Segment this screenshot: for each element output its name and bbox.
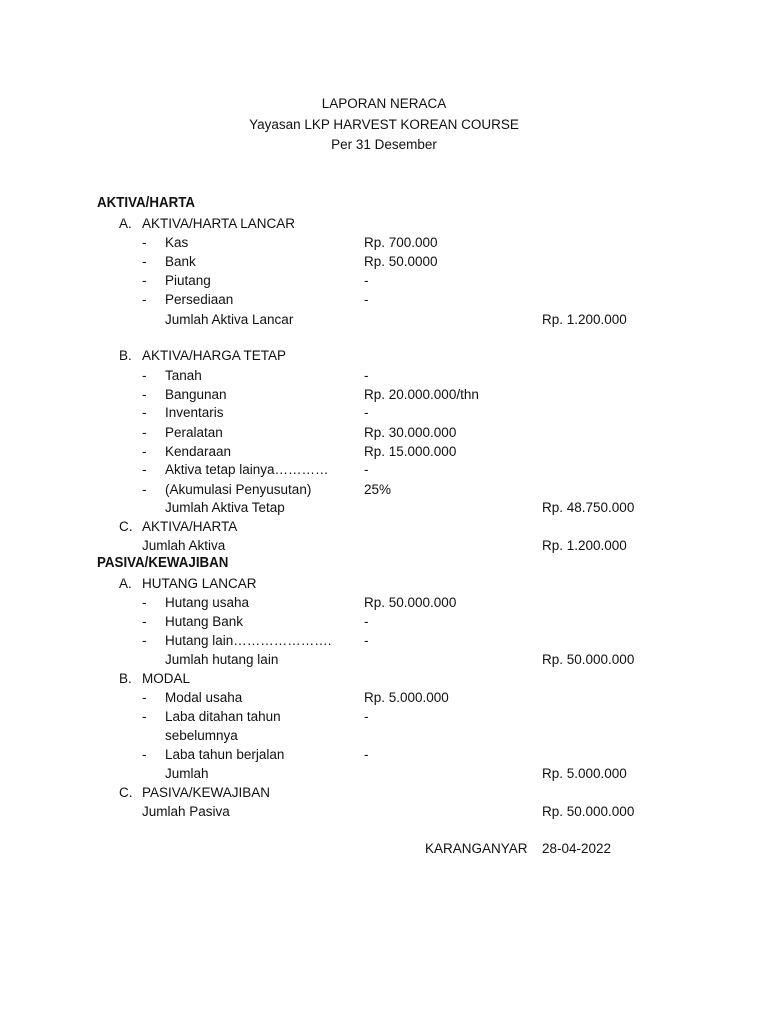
item-label: Tanah (165, 368, 202, 383)
item-label: Kas (165, 235, 189, 250)
total-label: Jumlah Aktiva Tetap (165, 500, 285, 515)
place: KARANGANYAR (425, 841, 528, 856)
item-value: 25% (364, 482, 392, 497)
bullet-dash: - (142, 292, 147, 307)
report-title: LAPORAN NERACA (321, 96, 447, 111)
bullet-dash: - (142, 273, 147, 288)
item-value: Rp. 5.000.000 (364, 690, 449, 705)
bullet-dash: - (142, 633, 147, 648)
item-label: Laba tahun berjalan (165, 747, 285, 762)
pasiva-summary-header (0, 783, 768, 802)
line-item (0, 631, 768, 650)
item-value: - (364, 709, 369, 724)
bullet-dash: - (142, 462, 147, 477)
section-letter: B. (119, 671, 132, 686)
line-item (0, 707, 768, 726)
total-label: Jumlah (165, 766, 209, 781)
line-item (0, 480, 768, 499)
bullet-dash: - (142, 368, 147, 383)
section-letter: C. (119, 785, 133, 800)
total-value: Rp. 48.750.000 (542, 500, 635, 515)
modal-header (0, 669, 768, 688)
report-period: Per 31 Desember (331, 137, 437, 152)
item-value: - (364, 633, 369, 648)
hutang-lancar-header (0, 574, 768, 593)
bullet-dash: - (142, 690, 147, 705)
total-value: Rp. 5.000.000 (542, 766, 627, 781)
item-label: Kendaraan (165, 444, 232, 459)
item-label: Inventaris (165, 405, 224, 420)
line-item (0, 366, 768, 385)
aktiva-tetap-header (0, 346, 768, 365)
item-value: - (364, 292, 369, 307)
section-label: AKTIVA/HARGA TETAP (142, 348, 287, 363)
line-item (0, 403, 768, 422)
item-value: - (364, 747, 369, 762)
total-row (0, 536, 768, 555)
bullet-dash: - (142, 254, 147, 269)
item-label: Persediaan (165, 292, 234, 307)
item-value: - (364, 368, 369, 383)
item-label: (Akumulasi Penyusutan) (165, 482, 312, 497)
bullet-dash: - (142, 614, 147, 629)
line-item-continuation (0, 726, 768, 745)
line-item (0, 442, 768, 461)
pasiva-heading: PASIVA/KEWAJIBAN (97, 555, 229, 571)
aktiva-summary-header (0, 517, 768, 536)
item-value: Rp. 50.0000 (364, 254, 438, 269)
total-value: Rp. 1.200.000 (542, 312, 627, 327)
total-label: Jumlah hutang lain (165, 652, 279, 667)
bullet-dash: - (142, 482, 147, 497)
item-label: Bank (165, 254, 196, 269)
organization-name: Yayasan LKP HARVEST KOREAN COURSE (249, 116, 519, 132)
report-header (0, 94, 768, 156)
section-letter: A. (119, 216, 132, 231)
signature-line (0, 839, 768, 858)
total-row (0, 802, 768, 821)
item-value: - (364, 462, 369, 477)
bullet-dash: - (142, 405, 147, 420)
total-value: Rp. 1.200.000 (542, 538, 627, 553)
item-label: Aktiva tetap lainya………… (165, 462, 329, 477)
total-value: Rp. 50.000.000 (542, 652, 635, 667)
item-label: Hutang Bank (165, 614, 244, 629)
item-label: Piutang (165, 273, 211, 288)
bullet-dash: - (142, 444, 147, 459)
bullet-dash: - (142, 747, 147, 762)
bullet-dash: - (142, 387, 147, 402)
item-value: Rp. 15.000.000 (364, 444, 457, 459)
line-item (0, 745, 768, 764)
item-value: - (364, 405, 369, 420)
line-item (0, 271, 768, 290)
item-label: Laba ditahan tahun (165, 709, 281, 724)
item-value: Rp. 50.000.000 (364, 595, 457, 610)
section-label: PASIVA/KEWAJIBAN (142, 785, 271, 800)
line-item (0, 460, 768, 479)
bullet-dash: - (142, 595, 147, 610)
line-item (0, 290, 768, 309)
section-label: AKTIVA/HARTA LANCAR (142, 216, 296, 231)
section-label: AKTIVA/HARTA (142, 519, 238, 534)
section-label: MODAL (142, 671, 191, 686)
bullet-dash: - (142, 425, 147, 440)
line-item (0, 233, 768, 252)
bullet-dash: - (142, 235, 147, 250)
item-value: - (364, 273, 369, 288)
bullet-dash: - (142, 709, 147, 724)
item-label: Peralatan (165, 425, 223, 440)
item-value: Rp. 700.000 (364, 235, 438, 250)
item-value: - (364, 614, 369, 629)
aktiva-heading: AKTIVA/HARTA (97, 195, 196, 211)
total-label: Jumlah Pasiva (142, 804, 230, 819)
item-value: Rp. 30.000.000 (364, 425, 457, 440)
date: 28-04-2022 (542, 841, 612, 856)
section-label: HUTANG LANCAR (142, 576, 257, 591)
line-item (0, 688, 768, 707)
total-label: Jumlah Aktiva Lancar (165, 312, 294, 327)
section-letter: C. (119, 519, 133, 534)
line-item (0, 252, 768, 271)
line-item (0, 423, 768, 442)
total-row (0, 310, 768, 329)
total-row (0, 650, 768, 669)
line-item (0, 593, 768, 612)
item-label: Bangunan (165, 387, 227, 402)
total-value: Rp. 50.000.000 (542, 804, 635, 819)
total-label: Jumlah Aktiva (142, 538, 226, 553)
line-item (0, 612, 768, 631)
line-item (0, 385, 768, 404)
item-label-continuation: sebelumnya (165, 728, 238, 743)
item-label: Hutang usaha (165, 595, 250, 610)
total-row (0, 498, 768, 517)
aktiva-lancar-header (0, 214, 768, 233)
item-label: Modal usaha (165, 690, 243, 705)
section-letter: A. (119, 576, 132, 591)
section-letter: B. (119, 348, 132, 363)
total-row (0, 764, 768, 783)
item-value: Rp. 20.000.000/thn (364, 387, 479, 402)
item-label: Hutang lain…………………. (165, 633, 332, 648)
